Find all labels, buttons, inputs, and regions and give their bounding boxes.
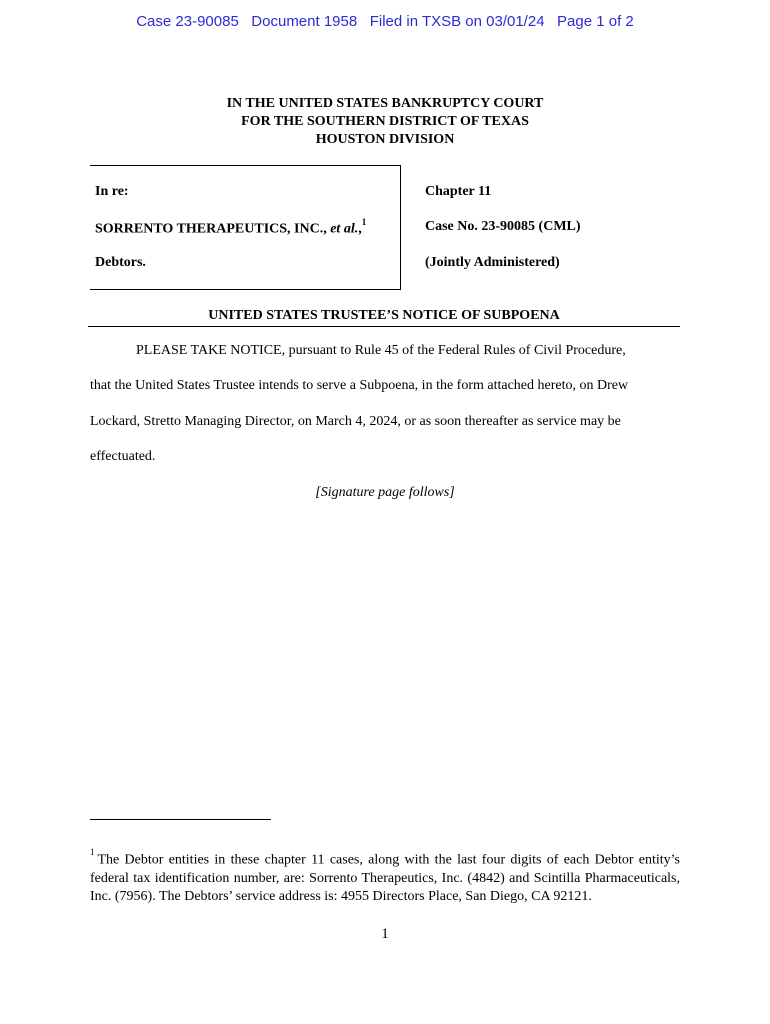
page-number: 1	[381, 926, 389, 942]
et-al: et al.	[330, 221, 359, 237]
body-line-4: effectuated.	[90, 449, 156, 464]
signature-note: [Signature page follows]	[315, 485, 455, 500]
chapter-label: Chapter 11	[425, 184, 492, 199]
case-number: Case No. 23-90085 (CML)	[425, 219, 581, 234]
debtor-name-text: SORRENTO THERAPEUTICS, INC.,	[95, 221, 327, 237]
footnote-ref: 1	[361, 217, 367, 227]
court-heading	[0, 95, 770, 149]
body-line-2: that the United States Trustee intends to serve a Subpoena, in the form attached hereto, on Drew	[90, 378, 629, 393]
body-line-3: Lockard, Stretto Managing Director, on March 4, 2024, or as soon thereafter as service may be	[90, 414, 621, 429]
court-line-2: FOR THE SOUTHERN DISTRICT OF TEXAS	[241, 114, 529, 129]
filing-stamp: Case 23-90085 Document 1958 Filed in TXSB on 03/01/24 Page 1 of 2	[136, 13, 634, 30]
caption-top-rule	[90, 165, 401, 166]
debtor-suffix: ,	[358, 221, 362, 237]
body-line-1: PLEASE TAKE NOTICE, pursuant to Rule 45 of the Federal Rules of Civil Procedure,	[136, 343, 626, 358]
debtors-label: Debtors.	[95, 255, 146, 270]
court-line-1: IN THE UNITED STATES BANKRUPTCY COURT	[226, 96, 544, 111]
footnote-text: The Debtor entities in these chapter 11 cases, along with the last four digits of each Debtor entity’s federal tax identification number, are: Sorrento Therapeutics, Inc. (4842) and Scintilla Pharmaceuticals, Inc. (7956). The Debtors’ service address is: 4955 Directors Place, San Diego, CA 92121.	[90, 852, 680, 904]
court-line-3: HOUSTON DIVISION	[315, 132, 455, 147]
caption-bottom-rule	[90, 289, 401, 290]
notice-title: UNITED STATES TRUSTEE’S NOTICE OF SUBPOENA	[88, 308, 680, 327]
in-re-label: In re:	[95, 184, 129, 199]
footnote-marker: 1	[90, 847, 95, 857]
footnote	[90, 846, 680, 906]
footnote-rule	[90, 819, 271, 820]
jointly-administered: (Jointly Administered)	[425, 255, 560, 270]
caption-divider	[400, 165, 401, 290]
debtor-name	[95, 219, 366, 238]
